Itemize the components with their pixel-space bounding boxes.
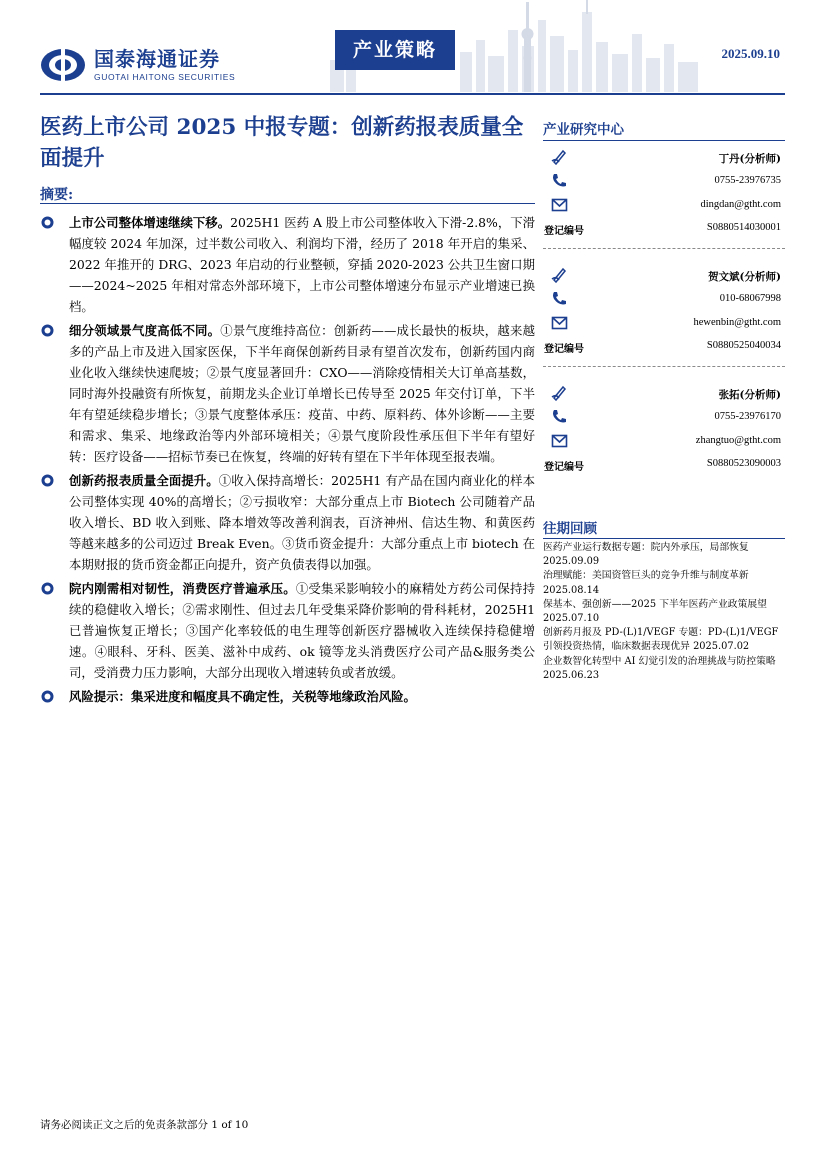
past-review-item[interactable]: 创新药月报及 PD-(L)1/VEGF 专题：PD-(L)1/VEGF 引领投资热情，临床数据表现优异 2025.07.02 [543,627,779,653]
footer-disclaimer: 请务必阅读正文之后的免责条款部分 [40,1119,208,1131]
bullet-lead: 风险提示： [69,689,131,704]
logo-mark-icon [40,48,86,82]
analyst-phone-row [543,172,785,190]
email-icon [551,432,568,449]
report-header [0,0,826,96]
reg-label: 登记编号 [544,226,584,237]
analyst-email[interactable]: hewenbin@gtht.com [693,317,781,328]
bullet-text: 2025H1 医药 A 股上市公司整体收入下滑-2.8%，下滑幅度较 2024 年加深，过半数公司收入、利润均下滑，经历了 2018 年开启的集采、2022 年推开的 DRG、2023 年启动的行业整顿，穿插 2020-2023 公共卫生窗口期——2024~2025 年相对常态外部环境下，上市公司整体增速分布显示产业增速已换档。 [69,215,536,314]
phone-icon [551,290,568,307]
analyst-reg-row [543,455,785,473]
analyst-name-row [543,266,785,284]
company-logo [40,48,235,82]
abstract-bullet [40,212,535,317]
bullet-text: ①景气度维持高位：创新药——成长最快的板块，越来越多的产品上市及进入国家医保，下半年商保创新药目录有望首次发布，创新药国内商业化收入继续快速爬坡；②景气度显著回升：CXO——消除疫情相关大订单高基数，同时海外投融资有所恢复，前期龙头企业订单增长已传导至 2025 年交付订单，下半年有望延续稳步增长；③景气度整体承压：疫苗、中药、原料药、体外诊断——主要和需求、集采、地缘政治等内外部环境相关；④景气度阶段性承压但下半年有望好转：医疗设备——招标节奏已在恢复，终端的好转有望在下半年体现至报表端。 [69,323,536,464]
research-center-divider [543,140,785,141]
phone-icon [551,408,568,425]
pen-icon [551,148,568,165]
analyst-email[interactable]: zhangtuo@gtht.com [695,435,781,446]
header-divider [40,93,785,95]
pen-icon [551,266,568,283]
analyst-reg-row [543,337,785,355]
analyst-email-row [543,432,785,450]
bullet-lead: 上市公司整体增速继续下移。 [69,215,231,230]
research-center-title: 产业研究中心 [543,122,624,138]
bullet-lead: 创新药报表质量全面提升。 [69,473,219,488]
bullet-circle-icon [41,216,54,229]
analyst-divider [543,248,785,249]
bullet-circle-icon [41,474,54,487]
abstract-divider [40,203,535,204]
report-title: 医药上市公司 2025 中报专题：创新药报表质量全面提升 [40,115,524,171]
abstract-bullet [40,470,535,575]
analyst-divider [543,366,785,367]
analyst-phone-row [543,408,785,426]
analyst-reg-no: S0880514030001 [706,222,781,233]
analyst-phone: 010-68067998 [719,293,781,304]
past-reviews-list [543,541,788,683]
past-review-item[interactable]: 企业数智化转型中 AI 幻觉引发的治理挑战与防控策略 2025.06.23 [543,655,776,681]
bullet-circle-icon [41,324,54,337]
abstract-bullet [40,320,535,467]
report-date: 2025.09.10 [721,46,780,61]
page-footer [40,1117,248,1132]
bullet-circle-icon [41,690,54,703]
reg-label: 登记编号 [544,344,584,355]
email-icon [551,196,568,213]
abstract-bullet [40,578,535,683]
pen-icon [551,384,568,401]
bullet-text: ①收入保持高增长：2025H1 有产品在国内商业化的样本公司整体实现 40%的高增长；②亏损收窄：大部分重点上市 Biotech 公司随着产品收入增长、BD 收入到账、降本增效等改善利润表，百济神州、信达生物、和黄医药等越来越多的公司迈过 Break Even。③货币资金提升：大部分重点上市 biotech 在本期财报的货币资金都正向提升，资产负债表得以加强。 [69,473,535,572]
page-number: 1 of 10 [211,1119,249,1131]
report-type-banner: 产业策略 [335,30,455,70]
bullet-text: 集采进度和幅度具不确定性，关税等地缘政治风险。 [130,689,416,704]
analyst-email-row [543,314,785,332]
abstract-bullet-list [40,212,535,710]
bullet-lead: 院内刚需相对韧性，消费医疗普遍承压。 [69,581,296,596]
analyst-reg-no: S0880523090003 [706,458,781,469]
analyst-phone-row [543,290,785,308]
bullet-circle-icon [41,582,54,595]
abstract-label: 摘要: [40,187,74,203]
analyst-reg-no: S0880525040034 [706,340,781,351]
past-review-item[interactable]: 医药产业运行数据专题：院内外承压，局部恢复 2025.09.09 [543,542,749,568]
past-reviews-divider [543,538,785,539]
email-icon [551,314,568,331]
analyst-email[interactable]: dingdan@gtht.com [700,199,781,210]
analyst-phone: 0755-23976170 [714,411,781,422]
abstract-bullet [40,686,535,707]
analyst-email-row [543,196,785,214]
analyst-name: 贺文斌(分析师) [708,271,781,283]
logo-name-en: GUOTAI HAITONG SECURITIES [94,72,236,82]
analyst-name: 张拓(分析师) [718,389,781,401]
bullet-text: ①受集采影响较小的麻精处方药公司保持持续的稳健收入增长；②需求刚性、但过去几年受集采降价影响的骨科耗材，2025H1 已普遍恢复正增长；③国产化率较低的电生理等创新医疗器械收入连续保持稳健增速。④眼科、牙科、医美、滋补中成药、ok 镜等龙头消费医疗公司产品&服务类公司，受消费力压力影响，大部分出现收入增速转负或者放缓。 [69,581,536,680]
past-review-item[interactable]: 保基本、强创新——2025 下半年医药产业政策展望 2025.07.10 [543,598,767,625]
logo-name-cn: 国泰海通证券 [94,47,220,71]
past-reviews-title: 往期回顾 [543,521,597,537]
analyst-name-row [543,384,785,402]
analyst-reg-row [543,219,785,237]
bullet-lead: 细分领域景气度高低不同。 [69,323,221,338]
reg-label: 登记编号 [544,462,584,473]
phone-icon [551,172,568,189]
past-review-item[interactable]: 治理赋能：美国资管巨头的竞争升维与制度革新 2025.08.14 [543,570,749,596]
analyst-name: 丁丹(分析师) [718,153,781,165]
analyst-name-row [543,148,785,166]
analyst-phone: 0755-23976735 [714,175,781,186]
